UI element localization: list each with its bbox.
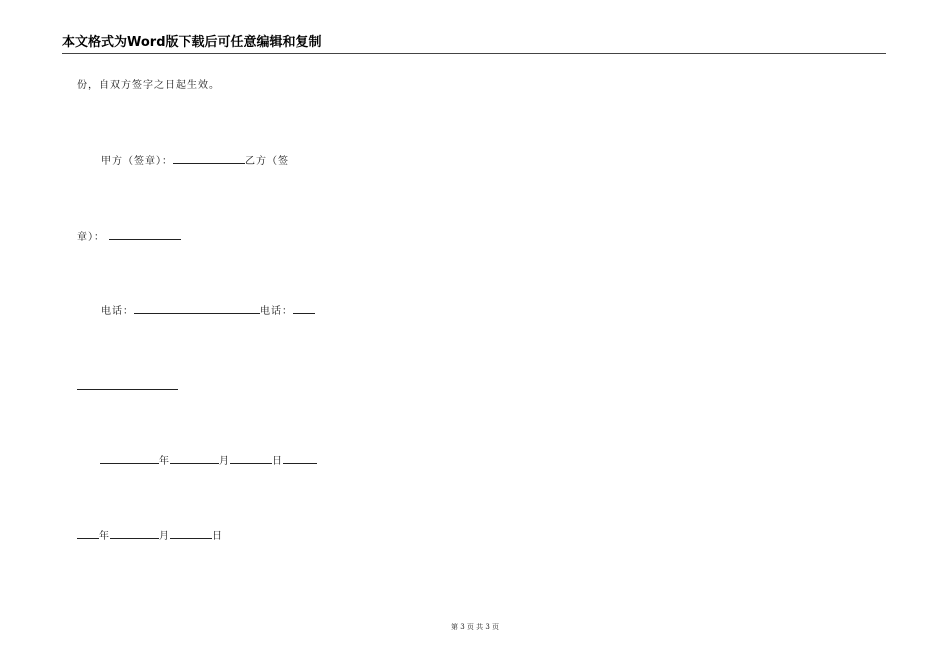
phone-b-label: 电话：: [260, 306, 293, 317]
date-line-2: [77, 528, 223, 544]
date-day-label: 日: [272, 456, 283, 467]
phone-a-blank: [134, 303, 260, 314]
page-header: [62, 35, 886, 54]
date2-month-blank: [110, 528, 159, 539]
phone-a-label: 电话：: [101, 306, 134, 317]
phone-b-blank-end: [77, 379, 178, 390]
date-day-blank: [230, 453, 272, 464]
party-a-label: 甲方（签章）：: [101, 156, 173, 167]
header-title: 本文格式为Word版下载后可任意编辑和复制: [62, 35, 322, 50]
phone-b-blank-start: [293, 303, 315, 314]
date-month-blank: [170, 453, 219, 464]
date-line-1: [100, 453, 317, 469]
effective-clause-line: [77, 79, 220, 93]
date-month-label: 月: [219, 456, 230, 467]
party-a-signature-blank: [173, 153, 245, 164]
party-b-label-start: 乙方（签: [245, 156, 289, 167]
date2-month-label: 月: [159, 531, 170, 542]
date2-day-blank: [170, 528, 212, 539]
signature-line-2: [77, 229, 181, 245]
party-b-label-end: 章）：: [77, 232, 105, 243]
date2-year-blank: [77, 528, 99, 539]
date-year-blank: [100, 453, 159, 464]
effective-clause-text: 份，自双方签字之日起生效。: [77, 80, 220, 91]
date2-day-label: 日: [212, 531, 223, 542]
signature-line-1: [101, 153, 289, 169]
party-b-signature-blank: [109, 229, 181, 240]
phone-line-2: [77, 379, 178, 395]
date2-year-label: 年: [99, 531, 110, 542]
date-year-label: 年: [159, 456, 170, 467]
phone-line-1: [101, 303, 315, 319]
date-trailing-blank: [283, 453, 317, 464]
page-number: 第 3 页 共 3 页: [450, 623, 500, 631]
page-footer: [0, 622, 950, 632]
